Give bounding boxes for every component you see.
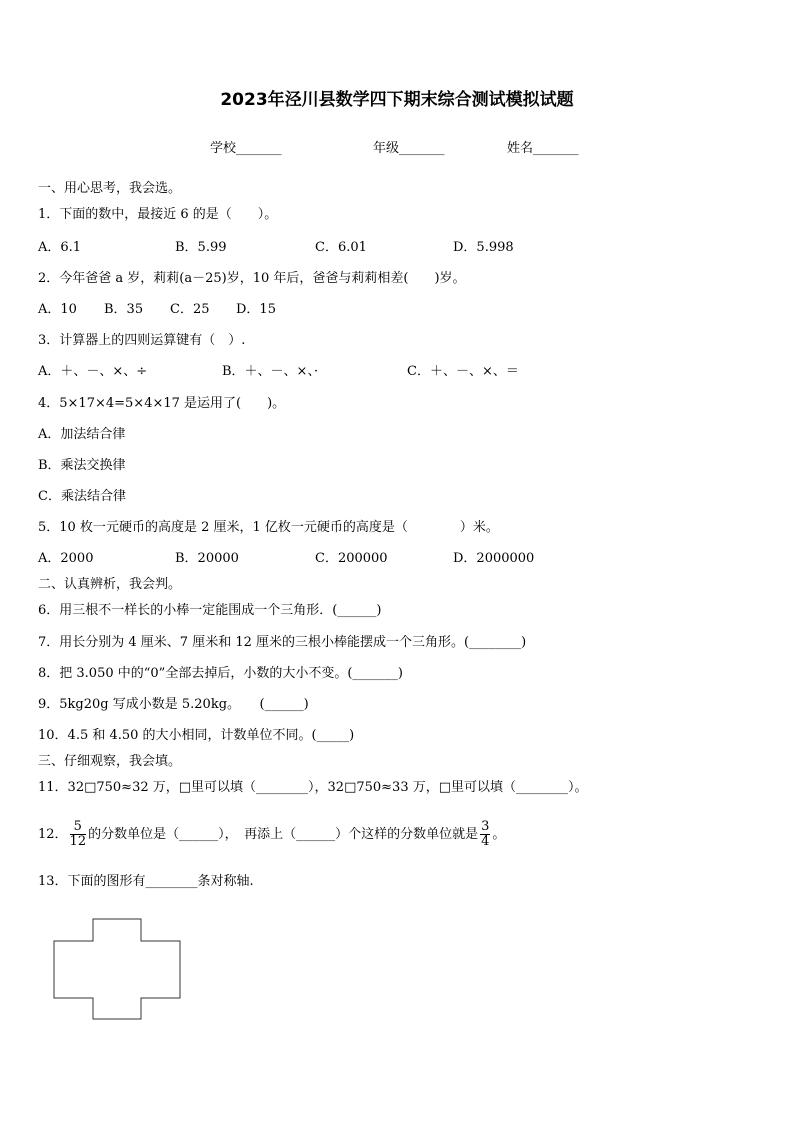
q12-suffix: 。: [492, 827, 506, 842]
q2-option-d: D．15: [236, 302, 276, 317]
q2-option-a: A．10: [38, 302, 77, 317]
question-3: 3．计算器上的四则运算键有（ ）.: [38, 333, 246, 348]
question-7: 7．用长分别为 4 厘米、7 厘米和 12 厘米的三根小棒能摆成一个三角形。(________): [38, 635, 527, 650]
q1-option-b: B．5.99: [175, 240, 227, 255]
q1-option-d: D．5.998: [453, 240, 514, 255]
question-11: 11．32□750≈32 万，□里可以填（________），32□750≈33 万，□里可以填（________）。: [38, 780, 588, 795]
q4-option-c: C．乘法结合律: [38, 489, 126, 504]
question-12: [38, 814, 505, 856]
school-field: 学校_______: [210, 141, 282, 156]
question-2: 2．今年爸爸 a 岁，莉莉(a－25)岁，10 年后，爸爸与莉莉相差( )岁。: [38, 271, 466, 286]
question-13: 13．下面的图形有________条对称轴.: [38, 874, 254, 889]
section-heading-choice: 一、用心思考，我会选。: [38, 181, 182, 196]
q5-option-c: C．200000: [315, 551, 388, 566]
q3-option-c: C．＋、－、×、＝: [407, 364, 519, 379]
question-4: 4．5×17×4=5×4×17 是运用了( )。: [38, 396, 286, 411]
q4-option-a: A．加法结合律: [38, 427, 126, 442]
cross-shape-figure: [50, 916, 185, 1022]
q3-option-b: B．＋、－、×、·: [222, 364, 319, 379]
q3-option-a: A．＋、－、×、÷: [38, 364, 148, 379]
fraction-5-12: [70, 820, 87, 849]
fraction-denominator: 12: [69, 834, 87, 849]
q5-option-d: D．2000000: [453, 551, 535, 566]
question-9: 9．5kg20g 写成小数是 5.20kg。 (______): [38, 697, 309, 712]
q5-option-b: B．20000: [175, 551, 239, 566]
q4-option-b: B．乘法交换律: [38, 458, 126, 473]
fraction-numerator: 5: [70, 820, 87, 835]
q12-prefix: 12．: [38, 827, 68, 842]
fraction-3-4: [480, 820, 490, 849]
q1-option-c: C．6.01: [315, 240, 367, 255]
q1-option-a: A．6.1: [38, 240, 82, 255]
q2-option-c: C．25: [170, 302, 210, 317]
question-10: 10．4.5 和 4.50 的大小相同，计数单位不同。(_____): [38, 728, 355, 743]
question-8: 8．把 3.050 中的“0”全部去掉后，小数的大小不变。(_______): [38, 666, 403, 681]
name-field: 姓名_______: [507, 141, 579, 156]
q12-middle: 的分数单位是（______）， 再添上（______）个这样的分数单位就是: [88, 827, 479, 842]
section-heading-judge: 二、认真辨析，我会判。: [38, 577, 182, 592]
page-title: 2023年泾川县数学四下期末综合测试模拟试题: [220, 90, 574, 110]
question-6: 6．用三根不一样长的小棒一定能围成一个三角形．(______): [38, 603, 382, 618]
grade-field: 年级_______: [373, 141, 445, 156]
section-heading-fill: 三、仔细观察，我会填。: [38, 754, 182, 769]
q2-option-b: B．35: [104, 302, 144, 317]
fraction-denominator: 4: [481, 834, 490, 849]
q5-option-a: A．2000: [38, 551, 94, 566]
question-1: 1．下面的数中，最接近 6 的是（ ）。: [38, 207, 278, 222]
question-5: 5．10 枚一元硬币的高度是 2 厘米，1 亿枚一元硬币的高度是（ ）米。: [38, 520, 499, 535]
fraction-numerator: 3: [481, 819, 490, 834]
